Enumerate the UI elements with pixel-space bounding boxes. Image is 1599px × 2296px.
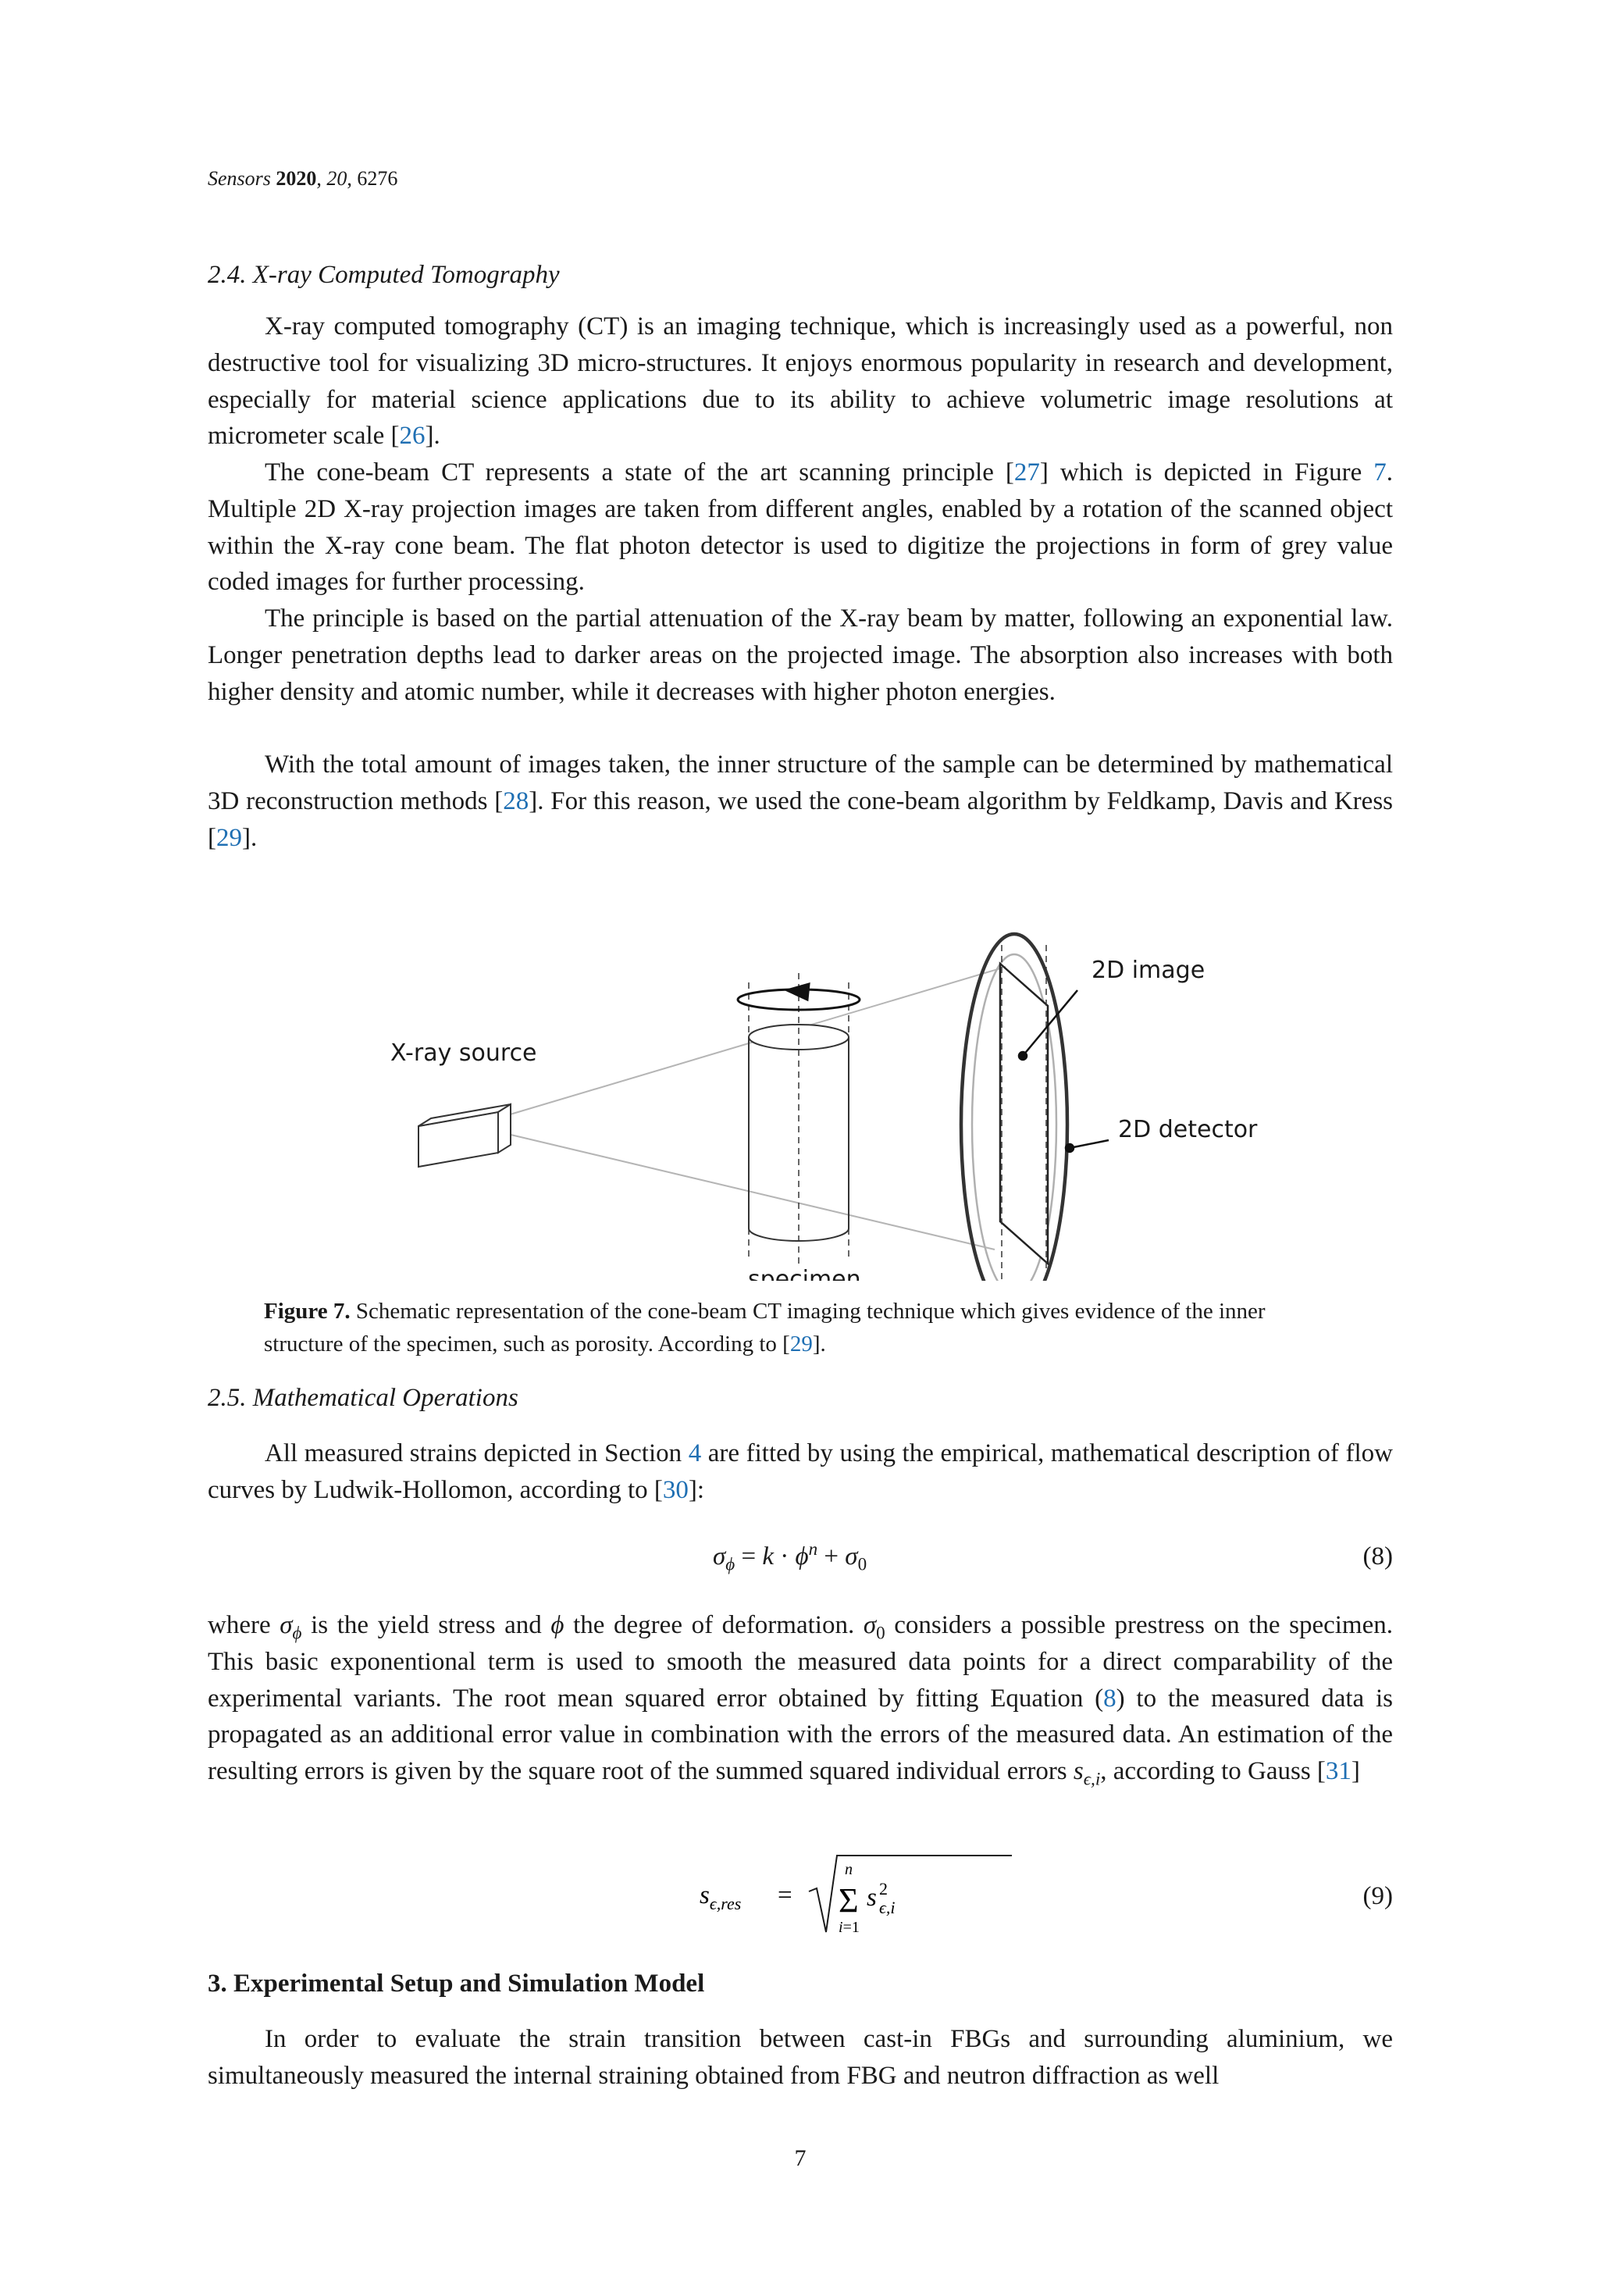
xray-beam-lines	[507, 967, 1006, 1250]
svg-text:sϵ,res: $s_{\epsilon,res}$	[700, 1881, 742, 1913]
detector-disc	[961, 934, 1067, 1281]
equation-link[interactable]: 8	[1103, 1684, 1116, 1713]
paragraph-reconstruction: With the total amount of images taken, the inner structure of the sample can be determined by mathematical 3D reconstruction methods [28]. For this reason, we used the cone-beam algorithm by Feldkamp, Davis and Kress [29].	[208, 750, 1393, 852]
equation-9-formula	[700, 1851, 1012, 1937]
label-2d-detector: 2D detector	[1118, 1116, 1258, 1143]
citation-link[interactable]: 26	[399, 422, 426, 451]
paragraph-experimental-setup: In order to evaluate the strain transition between cast-in FBGs and surrounding aluminium, we simultaneously measured the internal straining obtained from FBG and neutron diffraction as well	[208, 2025, 1393, 2090]
citation-link[interactable]: 29	[789, 1332, 813, 1357]
figure-7-caption: Figure 7. Schematic representation of the cone-beam CT imaging technique which gives evidence of the inner structure of the specimen, such as porosity. According to [29].	[264, 1299, 1266, 1357]
equation-9-number: (9)	[1362, 1882, 1393, 1910]
figure-link[interactable]: 7	[1373, 458, 1387, 487]
svg-text:=: =	[778, 1881, 792, 1909]
equation-9	[208, 1851, 1393, 1937]
cone-beam-ct-schematic	[208, 890, 1393, 1281]
section-link[interactable]: 4	[688, 1439, 702, 1467]
section-2-4-heading: 2.4. X-ray Computed Tomography	[208, 261, 560, 289]
svg-text:n: n	[845, 1861, 853, 1878]
journal-year: 2020	[276, 167, 317, 190]
citation-link[interactable]: 28	[503, 786, 529, 815]
label-2d-image: 2D image	[1092, 957, 1205, 984]
citation-link[interactable]: 30	[662, 1475, 689, 1504]
label-specimen: specimen	[748, 1266, 861, 1281]
equation-8-number: (8)	[1362, 1542, 1393, 1570]
equation-8-formula: $\sigma_\phi = k \cdot \phi^n + \sigma_0$	[713, 1538, 867, 1574]
label-xray-source: X-ray source	[390, 1039, 537, 1067]
svg-text:i=1: i=1	[839, 1919, 860, 1936]
running-header: Sensors 2020, 20, 6276	[208, 167, 398, 190]
svg-text:s: s	[867, 1884, 877, 1912]
paragraph-principle: The principle is based on the partial attenuation of the X-ray beam by matter, following an exponential law. Longer penetration depths lead to darker areas on the projected image. The absorption also increases with both higher density and atomic number, while it decreases with higher photon energies.	[208, 604, 1393, 706]
svg-text:2: 2	[879, 1879, 888, 1898]
xray-source-box	[418, 1104, 511, 1167]
equation-8	[208, 1538, 1393, 1581]
paragraph-ct-intro: X-ray computed tomography (CT) is an imaging technique, which is increasingly used as a powerful, non destructive tool for visualizing 3D micro-structures. It enjoys enormous popularity in research and development, especially for material science applications due to its ability to achieve volumetric image resolutions at micrometer scale [26].	[208, 312, 1393, 451]
citation-link[interactable]: 31	[1325, 1757, 1351, 1786]
journal-name: Sensors	[208, 167, 271, 190]
journal-volume: 20	[326, 167, 347, 190]
paragraph-ludwik-hollomon: All measured strains depicted in Section 4 are fitted by using the empirical, mathematical description of flow curves by Ludwik-Hollomon, according to [30]:	[208, 1439, 1393, 1504]
citation-link[interactable]: 27	[1013, 458, 1040, 487]
page-number: 7	[794, 2145, 807, 2171]
figure-7-diagram	[208, 890, 1393, 1281]
paragraph-yield-stress: where $\sigma_\phi$ is the yield stress and ϕ the degree of deformation. $\sigma_0$ considers a possible prestress on the specimen. This basic exponentional term is used to smooth the measured data points for a direct comparability of the experimental variants. The root mean squared error obtained by fitting Equation (8) to the measured data is propagated as an additional error value in combination with the errors of the measured data. An estimation of the resulting errors is given by the square root of the summed squared individual errors $s_{\epsilon,i}$, according to Gauss [31]	[208, 1611, 1393, 1789]
specimen-cylinder	[749, 973, 849, 1265]
svg-text:ϵ,i: ϵ,i	[879, 1898, 896, 1917]
citation-link[interactable]: 29	[216, 823, 242, 852]
article-number: 6276	[357, 167, 398, 190]
section-2-5-heading: 2.5. Mathematical Operations	[208, 1384, 518, 1412]
paragraph-cone-beam: The cone-beam CT represents a state of the art scanning principle [27] which is depicted in Figure 7. Multiple 2D X-ray projection images are taken from different angles, enabled by a rotation of the scanned object within the X-ray cone beam. The flat photon detector is used to digitize the projections in form of grey value coded images for further processing.	[208, 458, 1393, 597]
svg-text:Σ: Σ	[839, 1881, 859, 1920]
section-3-heading: 3. Experimental Setup and Simulation Model	[208, 1970, 705, 1998]
